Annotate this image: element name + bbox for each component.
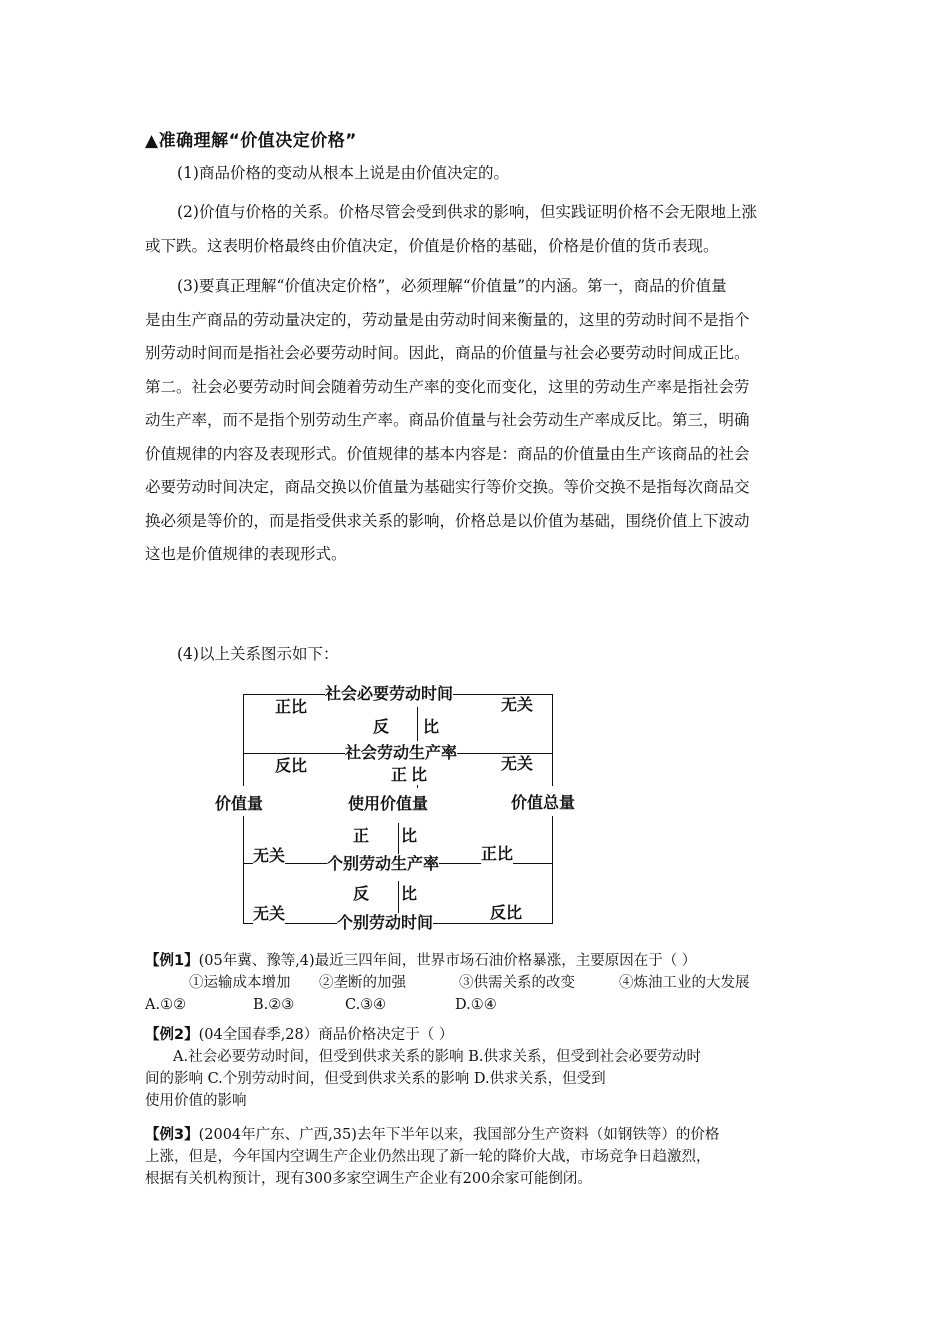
diagram-line-vert-4 (398, 881, 399, 913)
example-tag: 【例1】 (145, 953, 199, 969)
paragraph-4 (145, 638, 807, 672)
diagram-line-right-lower (552, 816, 553, 924)
item-3: ③供需关系的改变 (459, 975, 575, 991)
example-tag: 【例2】 (145, 1027, 199, 1043)
label-mid-left: 反比 (275, 756, 308, 775)
label-zheng-2: 正 (353, 826, 370, 845)
label-use-value-amount: 使用价值量 (348, 794, 429, 813)
diagram-line-left-lower (243, 816, 244, 924)
option-a: A.①② (145, 997, 187, 1013)
example-question: (05年冀、豫等,4)最近三四年间，世界市场石油价格暴涨，主要原因在于（ ） (198, 953, 697, 969)
label-individual-productivity: 个别劳动生产率 (327, 854, 440, 873)
example-2-line-2: 间的影响 C.个别劳动时间，但受到供求关系的影响 D.供求关系，但受到 (145, 1071, 606, 1087)
example-3-line-2: 上涨，但是，今年国内空调生产企业仍然出现了新一轮的降价大战，市场竞争日趋激烈， (145, 1149, 711, 1165)
label-bottom-left-1: 无关 (253, 846, 286, 865)
example-3-line-3: 根据有关机构预计，现有300多家空调生产企业有200余家可能倒闭。 (145, 1171, 592, 1187)
label-zheng-1: 正 (391, 765, 408, 784)
paragraph-2 (145, 196, 807, 263)
label-fan-1: 反 (373, 717, 390, 736)
paragraph-1 (145, 157, 807, 191)
label-social-necessary-time: 社会必要劳动时间 (325, 684, 454, 703)
diagram-line-left-upper (243, 694, 244, 786)
paragraph-line: (4)以上关系图示如下： (177, 645, 339, 663)
item-2: ②垄断的加强 (319, 975, 406, 991)
example-2 (145, 1024, 807, 1112)
label-social-productivity: 社会劳动生产率 (345, 743, 458, 762)
diagram-line-right-upper (552, 694, 553, 786)
label-bi-1: 比 (423, 717, 440, 736)
diagram-line-vert-1 (417, 707, 418, 741)
label-bi-4: 比 (401, 884, 418, 903)
paragraph-line: 别劳动时间而是指社会必要劳动时间。因此，商品的价值量与社会必要劳动时间成正比。 (145, 344, 750, 362)
example-1-items (145, 975, 750, 991)
example-3 (145, 1124, 807, 1190)
paragraph-line: 价值规律的内容及表现形式。价值规律的基本内容是：商品的价值量由生产该商品的社会 (145, 444, 750, 463)
example-1-options (145, 997, 497, 1013)
diagram-line-vert-3 (398, 823, 399, 855)
option-b: B.②③ (253, 997, 295, 1013)
section-heading: ▲准确理解“价值决定价格” (145, 131, 357, 151)
paragraph-3 (145, 270, 807, 572)
label-bottom-right-1: 正比 (481, 844, 514, 863)
label-top-right: 无关 (501, 695, 534, 714)
label-mid-right: 无关 (501, 754, 534, 773)
example-2-line-1: A.社会必要劳动时间，但受到供求关系的影响 B.供求关系，但受到社会必要劳动时 (173, 1049, 701, 1065)
paragraph-line: 必要劳动时间决定，商品交换以价值量为基础实行等价交换。等价交换不是指每次商品交 (145, 478, 750, 496)
label-bottom-left-2: 无关 (253, 904, 286, 923)
paragraph-line: (2)价值与价格的关系。价格尽管会受到供求的影响，但实践证明价格不会无限地上涨 (177, 203, 757, 221)
example-1 (145, 950, 807, 1016)
label-total-value: 价值总量 (511, 793, 576, 812)
option-d: D.①④ (455, 997, 497, 1013)
paragraph-line: 换必须是等价的，而是指受供求关系的影响，价格总是以价值为基础，围绕价值上下波动 (145, 511, 750, 530)
option-c: C.③④ (345, 997, 387, 1013)
example-2-line-3: 使用价值的影响 (145, 1093, 247, 1109)
label-value-amount: 价值量 (215, 794, 264, 813)
paragraph-line: 动生产率，而不是指个别劳动生产率。商品价值量与社会劳动生产率成反比。第三，明确 (145, 411, 750, 429)
example-question: (04全国春季,28）商品价格决定于（ ） (198, 1027, 454, 1043)
item-4: ④炼油工业的大发展 (619, 975, 750, 991)
label-fan-2: 反 (353, 884, 370, 903)
paragraph-line: (1)商品价格的变动从根本上说是由价值决定的。 (177, 164, 509, 182)
label-bi-3: 比 (401, 826, 418, 845)
label-top-left: 正比 (275, 697, 308, 716)
item-1: ①运输成本增加 (189, 975, 291, 991)
label-bi-2: 比 (411, 765, 428, 784)
paragraph-line: 第二。社会必要劳动时间会随着劳动生产率的变化而变化，这里的劳动生产率是指社会劳 (145, 377, 750, 396)
value-relationship-diagram (205, 683, 605, 932)
label-bottom-right-2: 反比 (490, 903, 523, 922)
example-tag: 【例3】 (145, 1127, 199, 1143)
paragraph-line: 是由生产商品的劳动量决定的，劳动量是由劳动时间来衡量的，这里的劳动时间不是指个 (145, 310, 750, 329)
label-individual-time: 个别劳动时间 (337, 913, 434, 932)
example-3-line-1: (2004年广东、广西,35)去年下半年以来，我国部分生产资料（如钢铁等）的价格 (198, 1127, 720, 1143)
paragraph-line: 这也是价值规律的表现形式。 (145, 545, 347, 563)
paragraph-line: 或下跌。这表明价格最终由价值决定，价值是价格的基础，价格是价值的货币表现。 (145, 236, 719, 255)
paragraph-line: (3)要真正理解“价值决定价格”，必须理解“价值量”的内涵。第一，商品的价值量 (177, 277, 727, 295)
